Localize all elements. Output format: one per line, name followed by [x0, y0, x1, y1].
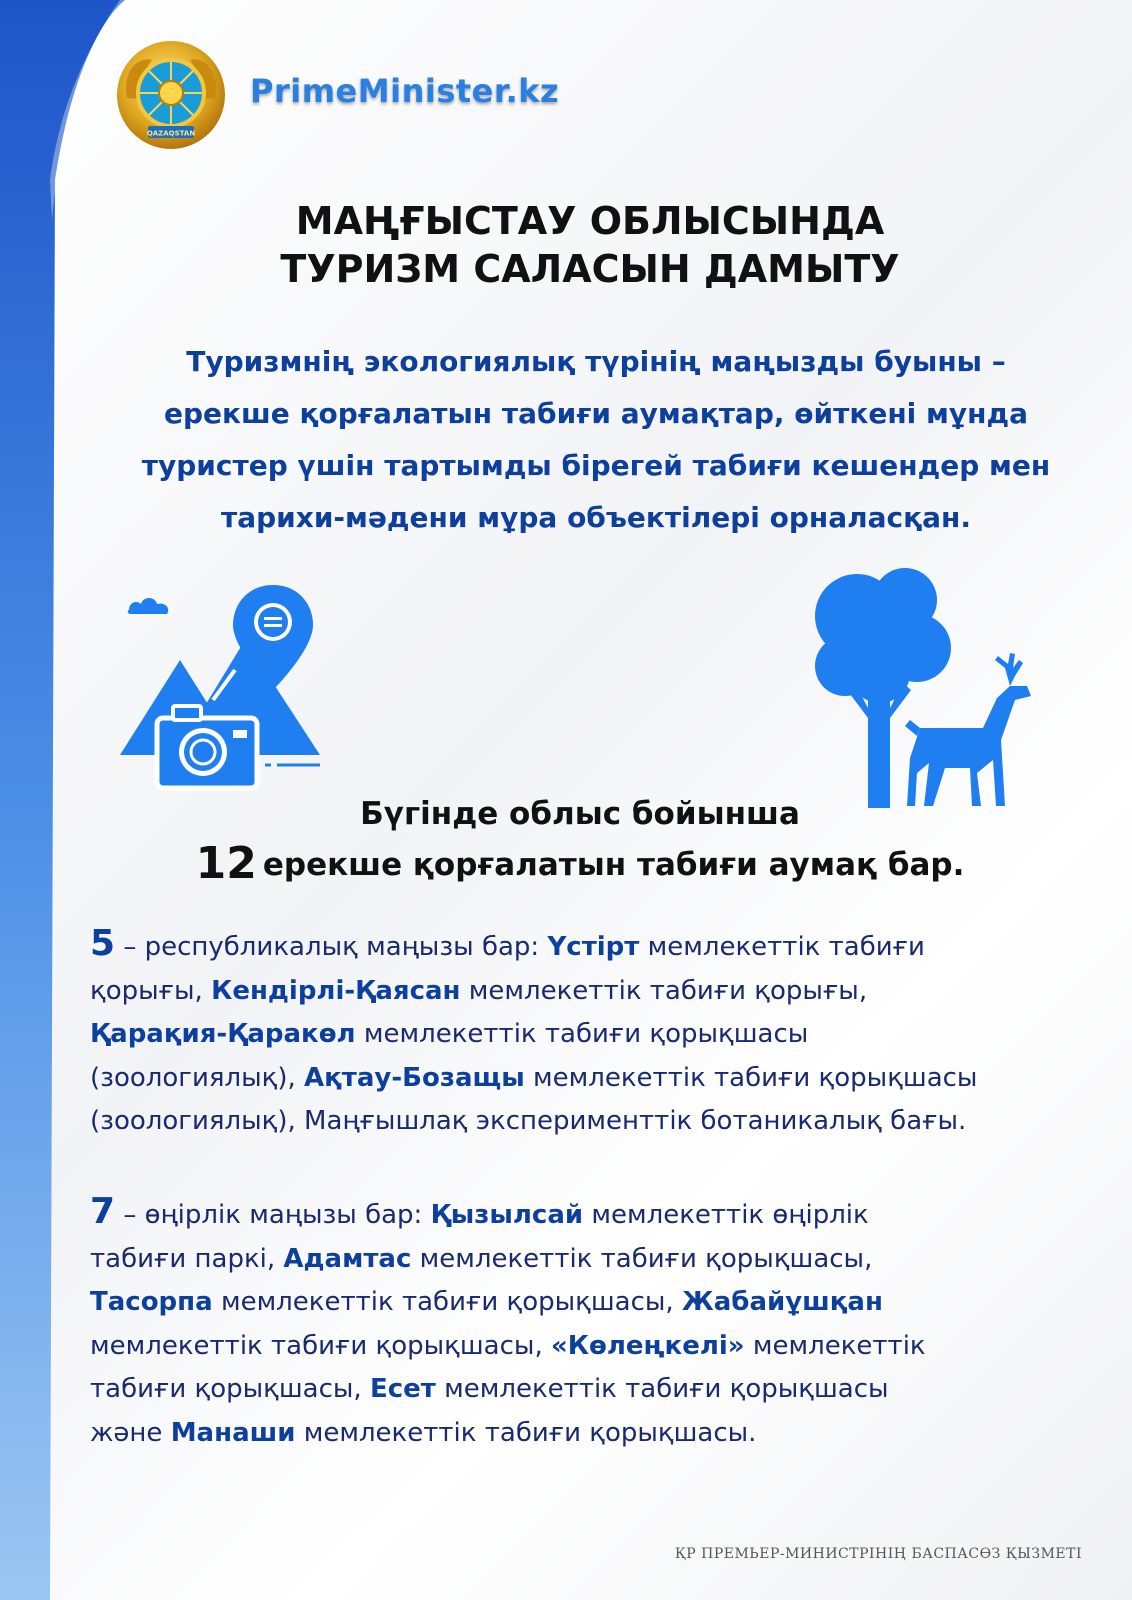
- text-span: мемлекеттік табиғи қорықшасы: [435, 1374, 889, 1404]
- paragraph-line: [90, 1238, 1090, 1282]
- page-title-line2: ТУРИЗМ САЛАСЫН ДАМЫТУ: [280, 247, 900, 291]
- text-span: мемлекеттік табиғи: [639, 932, 925, 962]
- paragraph-line: [90, 1281, 1090, 1325]
- stat-line1: Бүгінде облыс бойынша: [360, 796, 800, 832]
- paragraph-line: [90, 1057, 1090, 1101]
- intro-line: тарихи-мәдени мұра объектілері орналасқан.: [220, 501, 972, 534]
- paragraph-line: [90, 1368, 1090, 1412]
- area-name: Тасорпа: [90, 1287, 213, 1317]
- republican-count: 5: [90, 923, 116, 964]
- travel-camera-mountain-pin-icon: [115, 580, 335, 795]
- text-span: (зоологиялық),: [90, 1062, 305, 1093]
- text-span: – өңірлік маңызы бар:: [115, 1200, 431, 1230]
- paragraph-line: [90, 1325, 1090, 1369]
- regional-count: 7: [90, 1191, 116, 1232]
- text-span: табиғи қорықшасы,: [90, 1374, 370, 1404]
- page-title-line1: МАҢҒЫСТАУ ОБЛЫСЫНДА: [295, 199, 885, 243]
- intro-line: Туризмнің экологиялық түрінің маңызды буыны –: [186, 345, 1006, 378]
- tree-deer-icon: [805, 568, 1050, 813]
- text-span: мемлекеттік табиғи қорығы,: [460, 975, 868, 1006]
- text-span: және: [90, 1417, 171, 1448]
- text-span: мемлекеттік табиғи қорықшасы,: [212, 1287, 682, 1317]
- state-emblem-logo: [112, 38, 230, 156]
- paragraph-line: [90, 922, 1090, 970]
- text-span: мемлекеттік табиғи қорықшасы.: [295, 1417, 757, 1448]
- paragraph-line: [90, 1412, 1090, 1456]
- area-name: Үстірт: [547, 932, 640, 962]
- text-span: – республикалық маңызы бар:: [115, 932, 548, 962]
- area-name: «Көлеңкелі»: [550, 1330, 745, 1361]
- area-name: Ақтау-Бозащы: [304, 1062, 525, 1093]
- intro-line: ерекше қорғалатын табиғи аумақтар, өйткені мұнда: [163, 397, 1029, 430]
- area-name: Адамтас: [283, 1243, 412, 1274]
- paragraph-line: [90, 970, 1090, 1014]
- text-span: мемлекеттік табиғи қорықшасы,: [90, 1330, 551, 1361]
- intro-text: [76, 336, 1116, 544]
- text-span: мемлекеттік табиғи қорықшасы,: [411, 1243, 873, 1274]
- text-span: мемлекеттік: [744, 1330, 926, 1361]
- area-name: Кендірлі-Қаясан: [211, 975, 461, 1006]
- regional-areas-paragraph: [90, 1190, 1090, 1455]
- site-name: PrimeMinister.kz: [250, 72, 560, 110]
- area-name: Манаши: [170, 1417, 296, 1448]
- stat-line2-text: ерекше қорғалатын табиғи аумақ бар.: [262, 847, 965, 883]
- emblem-text: QAZAQSTAN: [146, 129, 196, 138]
- area-name: Қызылсай: [430, 1200, 584, 1230]
- paragraph-line: [90, 1013, 1090, 1057]
- text-span: мемлекеттік табиғи қорықшасы: [524, 1062, 978, 1093]
- text-span: мемлекеттік табиғи қорықшасы: [355, 1019, 809, 1049]
- text-span: табиғи паркі,: [90, 1243, 284, 1274]
- text-span: (зоологиялық), Маңғышлақ эксперименттік ботаникалық бағы.: [90, 1106, 967, 1136]
- text-span: мемлекеттік өңірлік: [583, 1200, 869, 1230]
- intro-line: туристер үшін тартымды бірегей табиғи кешендер мен: [141, 449, 1051, 482]
- text-span: қорығы,: [90, 975, 212, 1006]
- paragraph-line: [90, 1100, 1090, 1144]
- footer-credit: ҚР ПРЕМЬЕР-МИНИСТРІНІҢ БАСПАСӨЗ ҚЫЗМЕТІ: [674, 1546, 1082, 1562]
- republican-areas-paragraph: [90, 922, 1090, 1144]
- paragraph-line: [90, 1190, 1090, 1238]
- stat-line2: [150, 838, 1010, 889]
- protected-areas-count: 12: [195, 838, 257, 889]
- area-name: Қарақия-Қаракөл: [90, 1019, 356, 1049]
- area-name: Есет: [369, 1374, 436, 1404]
- area-name: Жабайұшқан: [681, 1287, 883, 1317]
